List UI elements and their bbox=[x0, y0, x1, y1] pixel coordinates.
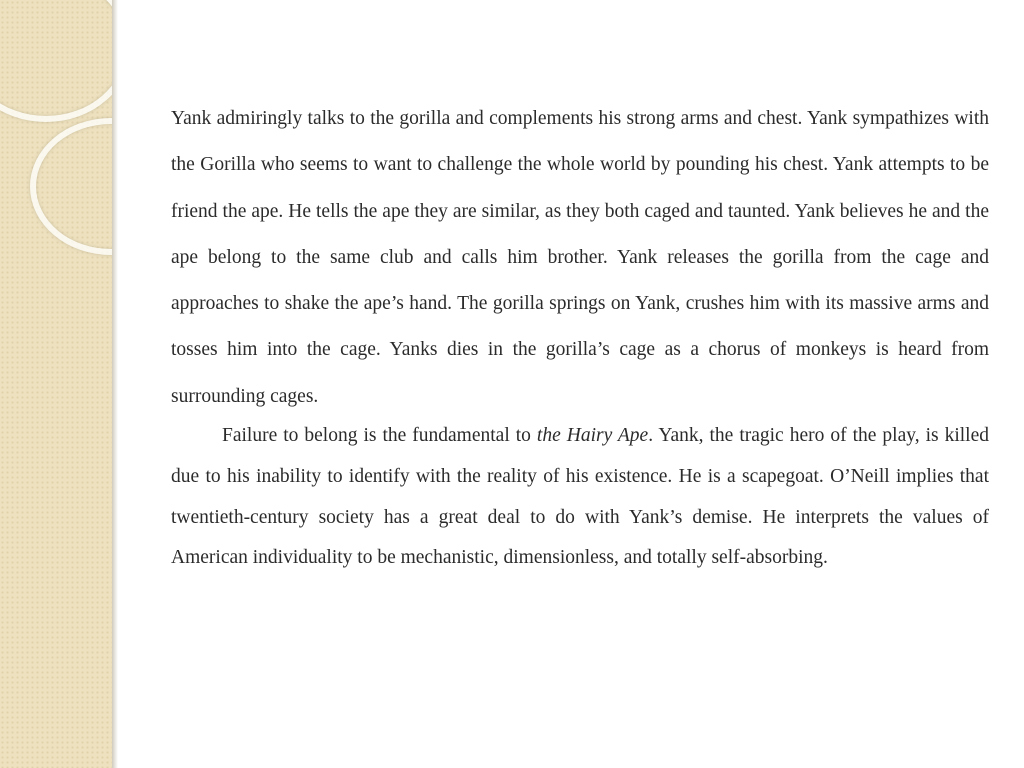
slide-body-text bbox=[171, 96, 989, 579]
paragraph-2-intro: Failure to belong is the fundamental to bbox=[222, 425, 537, 447]
work-title: the Hairy Ape bbox=[536, 425, 649, 447]
paragraph-2-rest: . Yank, the tragic hero of the play, is killed due to his inability to identify with the reality of his existence. He is a scapegoat. O’Neill implies that twentieth-century society has a great deal to do with Yank’s demise. He interprets the values of American individuality to be mechanistic, dimensionless, and totally self-absorbing. bbox=[171, 425, 990, 569]
decorative-ring-middle bbox=[30, 118, 112, 255]
paragraph-1: Yank admiringly talks to the gorilla and complements his strong arms and chest. Yank sympathizes with the Gorilla who seems to want to challenge the whole world by pounding his chest. Yank attempts to be friend the ape. He tells the ape they are similar, as they both caged and taunted. Yank believes he and the ape belong to the same club and calls him brother. Yank releases the gorilla from the cage and approaches to shake the ape’s hand. The gorilla springs on Yank, crushes him with its massive arms and tosses him into the cage. Yanks dies in the gorilla’s cage as a chorus of monkeys is heard from surrounding cages. bbox=[171, 108, 989, 407]
paragraph-2 bbox=[171, 416, 989, 579]
decorative-side-panel bbox=[0, 0, 112, 768]
decorative-ring-top bbox=[0, 0, 112, 122]
side-panel-shadow bbox=[112, 0, 118, 768]
